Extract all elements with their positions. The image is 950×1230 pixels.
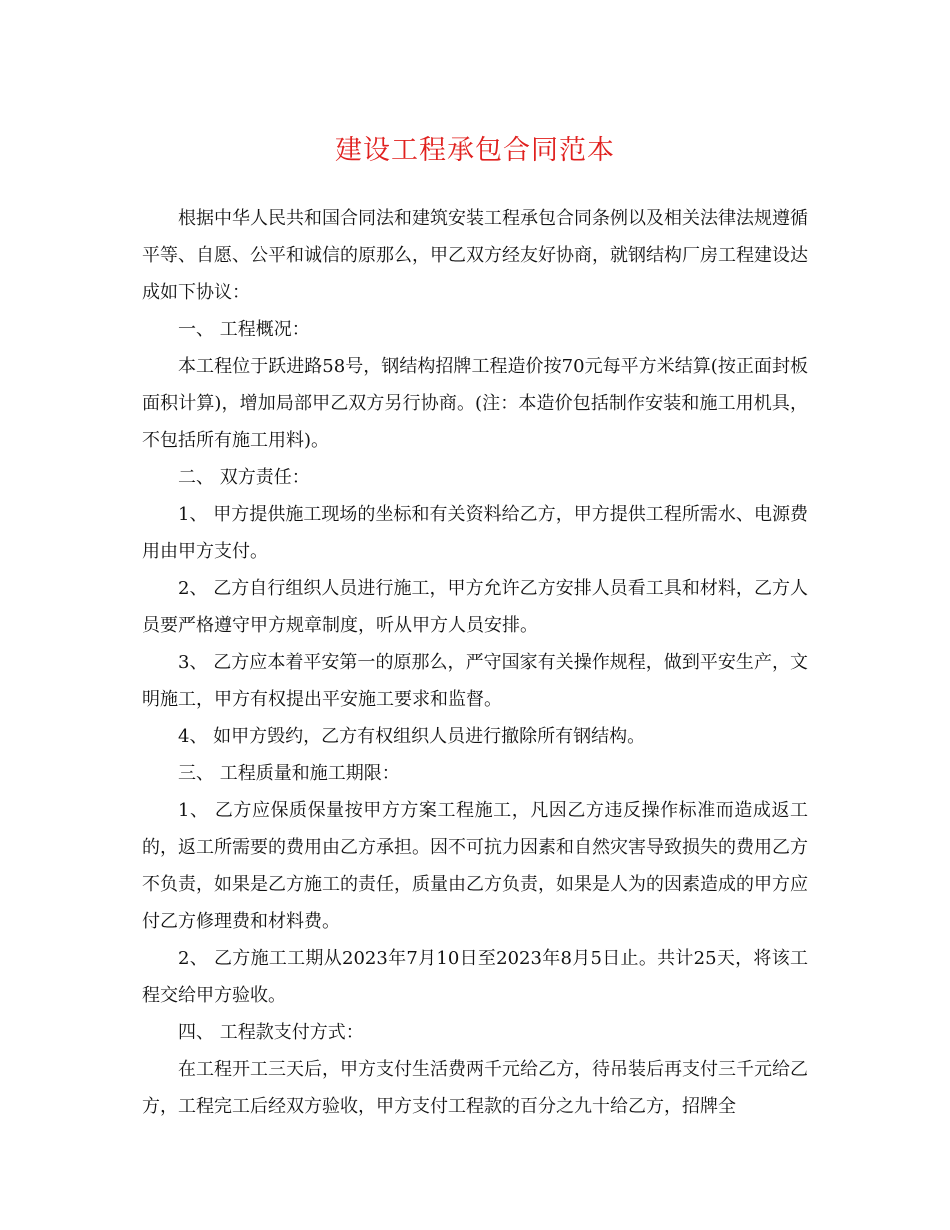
section-heading-quality-schedule: 三、 工程质量和施工期限： <box>178 763 400 784</box>
responsibility-item-3: 3、 乙方应本着平安第一的原那么，严守国家有关操作规程，做到平安生产，文明施工，甲方有权提出平安施工要求和监督。 <box>142 652 808 710</box>
project-overview-paragraph: 本工程位于跃进路58号，钢结构招牌工程造价按70元每平方米结算(按正面封板面积计算)，增加局部甲乙双方另行协商。(注：本造价包括制作安装和施工用机具，不包括所有施工用料)。 <box>142 356 808 451</box>
responsibility-item-4: 4、 如甲方毁约，乙方有权组织人员进行撤除所有钢结构。 <box>178 726 646 747</box>
section-heading-responsibilities: 二、 双方责任： <box>178 467 310 488</box>
document-title: 建设工程承包合同范本 <box>335 135 615 166</box>
responsibility-item-1: 1、 甲方提供施工现场的坐标和有关资料给乙方，甲方提供工程所需水、电源费用由甲方支付。 <box>142 504 808 562</box>
quality-item-2: 2、 乙方施工工期从2023年7月10日至2023年8月5日止。共计25天，将该工程交给甲方验收。 <box>142 948 808 1006</box>
payment-paragraph: 在工程开工三天后，甲方支付生活费两千元给乙方，待吊装后再支付三千元给乙方，工程完工后经双方验收，甲方支付工程款的百分之九十给乙方，招牌全 <box>142 1059 808 1117</box>
quality-item-1: 1、 乙方应保质保量按甲方方案工程施工，凡因乙方违反操作标准而造成返工的，返工所需要的费用由乙方承担。因不可抗力因素和自然灾害导致损失的费用乙方不负责，如果是乙方施工的责任，质量由乙方负责，如果是人为的因素造成的甲方应付乙方修理费和材料费。 <box>142 800 808 932</box>
responsibility-item-2: 2、 乙方自行组织人员进行施工，甲方允许乙方安排人员看工具和材料，乙方人员要严格遵守甲方规章制度，听从甲方人员安排。 <box>142 578 808 636</box>
intro-paragraph: 根据中华人民共和国合同法和建筑安装工程承包合同条例以及相关法律法规遵循平等、自愿、公平和诚信的原那么，甲乙双方经友好协商，就钢结构厂房工程建设达成如下协议： <box>142 208 808 303</box>
section-heading-project-overview: 一、 工程概况： <box>178 319 310 340</box>
section-heading-payment: 四、 工程款支付方式： <box>178 1022 364 1043</box>
document-body <box>142 200 808 1125</box>
